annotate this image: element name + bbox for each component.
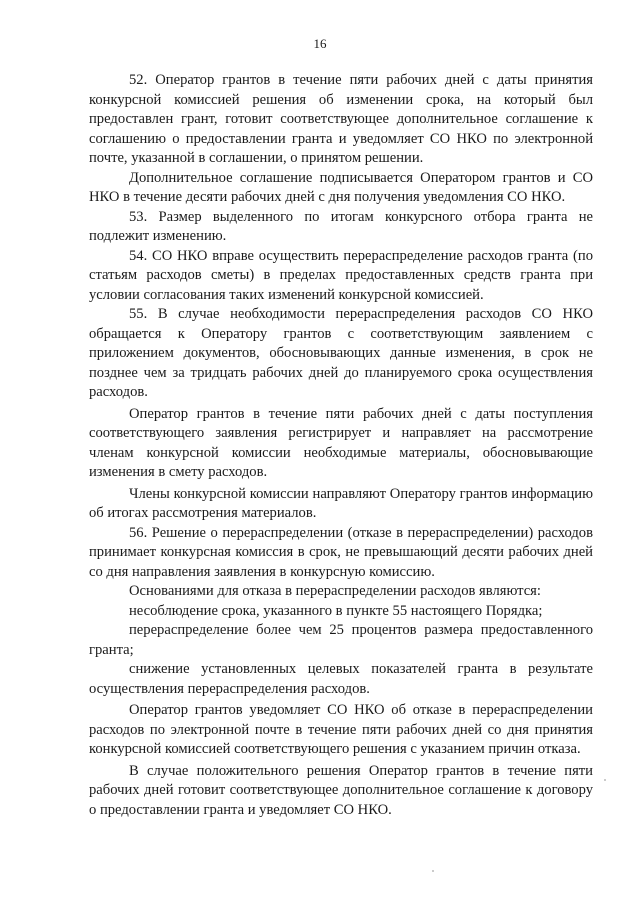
paragraph-refusal-notice: Оператор грантов уведомляет СО НКО об отказе в перераспределении расходов по электронной почте в течение пяти рабочих дней со дня принятия конкурсной комиссией соответствующего решения с указанием причин отказа. [89, 702, 593, 757]
paragraph-52: 52. Оператор грантов в течение пяти рабочих дней с даты принятия конкурсной комиссией решения об изменении срока, на который был предоставлен грант, готовит соответствующее дополнительное соглашение к соглашению о предоставлении гранта и уведомляет СО НКО по электронной почте, указанной в соглашении, о принятом решении. [89, 72, 593, 166]
paragraph-additional-agreement: Дополнительное соглашение подписывается Оператором грантов и СО НКО в течение десяти рабочих дней с дня получения уведомления СО НКО. [89, 169, 593, 205]
list-item-indicators: снижение установленных целевых показателей гранта в результате осуществления перераспределения расходов. [89, 661, 593, 697]
document-body [89, 71, 593, 820]
paragraph-56: 56. Решение о перераспределении (отказе в перераспределении) расходов принимает конкурсная комиссия в срок, не превышающий десяти рабочих дней со дня направления заявления в конкурсную комиссию. [89, 524, 593, 580]
paragraph-commission-members: Члены конкурсной комиссии направляют Оператору грантов информацию об итогах рассмотрения материалов. [89, 485, 593, 521]
paragraph-operator-registers: Оператор грантов в течение пяти рабочих дней с даты поступления соответствующего заявления регистрирует и направляет на рассмотрение членам конкурсной комиссии необходимые материалы, обосновывающие изменения в смету расходов. [89, 405, 593, 480]
list-item-deadline: несоблюдение срока, указанного в пункте 55 настоящего Порядка; [129, 602, 543, 619]
paragraph-positive-decision: В случае положительного решения Оператор грантов в течение пяти рабочих дней готовит соответствующее дополнительное соглашение к договору о предоставлении гранта и уведомляет СО НКО. [89, 762, 593, 818]
page-number: 16 [313, 36, 327, 51]
paragraph-55: 55. В случае необходимости перераспределения расходов СО НКО обращается к Оператору грантов с соответствующим заявлением с приложением документов, обосновывающих данные изменения, в срок не позднее чем за тридцать рабочих дней до планируемого срока осуществления расходов. [89, 306, 593, 400]
paragraph-refusal-grounds: Основаниями для отказа в перераспределении расходов являются: [129, 583, 541, 599]
scan-speck [604, 779, 606, 781]
list-item-25-percent: перераспределение более чем 25 процентов размера предоставленного гранта; [89, 622, 593, 658]
paragraph-53: 53. Размер выделенного по итогам конкурсного отбора гранта не подлежит изменению. [89, 208, 593, 244]
scan-speck [432, 870, 434, 872]
paragraph-54: 54. СО НКО вправе осуществить перераспределение расходов гранта (по статьям расходов сметы) в пределах предоставленных средств гранта при условии согласования таких изменений конкурсной комиссией. [89, 247, 593, 303]
